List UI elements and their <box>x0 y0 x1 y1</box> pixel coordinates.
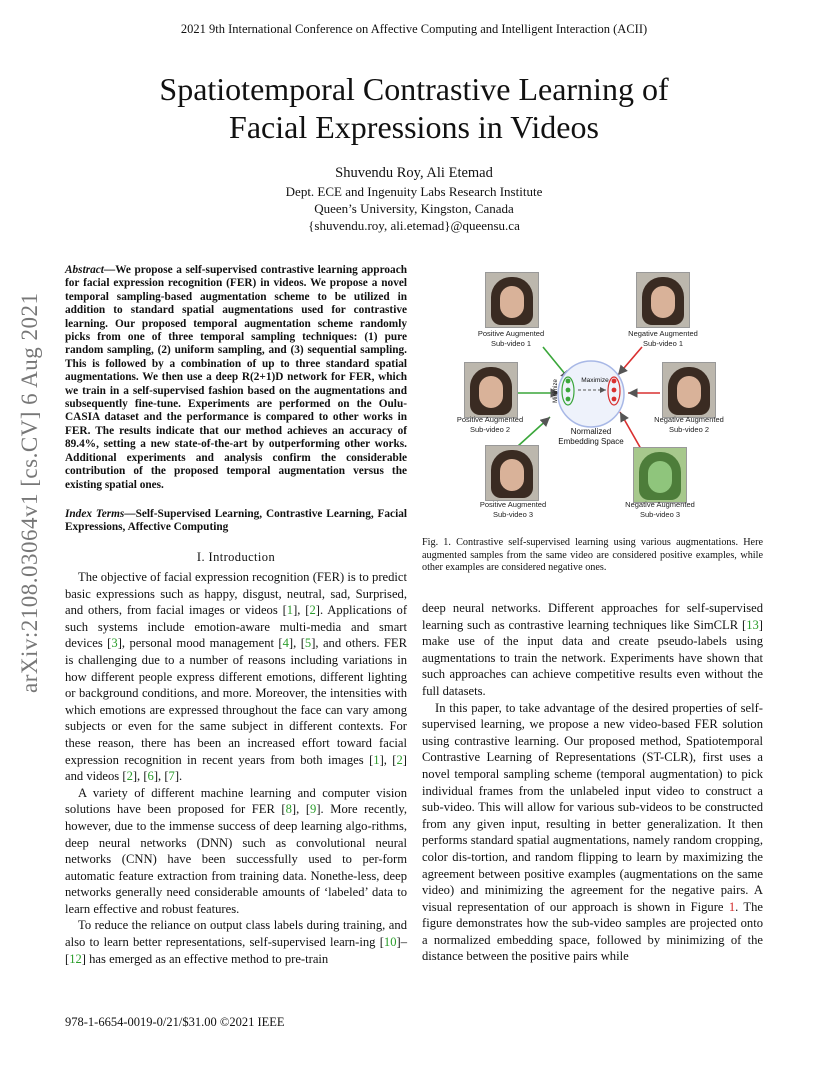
citation-link[interactable]: 10 <box>383 935 397 950</box>
citation-link[interactable]: 6 <box>147 769 154 784</box>
intro-paragraph-1: The objective of facial expression recognition (FER) is to predict basic expressions such as happy, disgust, neutral, sad, Surprised, and others, from facial images or videos [1], [2]. Applications of such systems include emotion-aware multi-media and smart devices [3], personal mood management [4], [5], and others. FER is challenging due to a number of reasons including variations in how different people express different emotions, different lighting or background conditions, and more. Moreover, the intensities with which emotions are expressed throughout the face can vary among subjects or even for the same subject in different contexts. For these reason, there has been an increased effort toward facial expression recognition in recent years from both images [1], [2] and videos [2], [6], [7]. <box>65 570 408 784</box>
citation-link[interactable]: 12 <box>69 951 82 966</box>
positive-subvideo-2-image <box>464 362 518 418</box>
right-column-body <box>422 600 763 965</box>
affiliation-dept: Dept. ECE and Ingenuity Labs Research Institute <box>285 184 543 199</box>
label-positive-2: Positive Augmented Sub-video 2 <box>456 415 524 434</box>
section-heading: I. Introduction <box>196 550 276 564</box>
citation-link[interactable]: 2 <box>396 752 403 767</box>
negative-subvideo-2-image <box>662 362 716 418</box>
positive-subvideo-3-image <box>485 445 539 501</box>
paper-title <box>0 70 828 146</box>
arxiv-stamp[interactable]: arXiv:2108.03064v1 [cs.CV] 6 Aug 2021 <box>17 292 42 693</box>
positive-subvideo-1-image <box>485 272 539 328</box>
abstract-text: —We propose a self-supervised contrastive learning approach for facial expression recognition (FER) in videos. We propose a novel temporal sampling-based augmentation scheme to be utilized in addition to standard spatial augmentations used for contrastive learning. Our proposed temporal augmentation scheme randomly picks from one of three temporal sampling techniques: (1) pure random sampling, (2) uniform sampling, and (3) sequential sampling. This is followed by a combination of up to three standard spatial augmentations. We then use a deep R(2+1)D network for FER, which we train in a self-supervised fashion based on the augmentations and subsequently fine-tune. Experiments are performed on the Oulu-CASIA dataset and the performance is compared to other works in FER. The results indicate that our method achieves an accuracy of 89.4%, setting a new state-of-the-art by outperforming other works. Additional experiments and analysis confirm the considerable contribution of the proposed temporal augmentation versus the existing spatial ones. <box>65 264 407 491</box>
embedding-circle <box>558 361 624 427</box>
copyright-footer: 978-1-6654-0019-0/21/$31.00 ©2021 IEEE <box>65 1015 285 1029</box>
author-emails[interactable]: {shuvendu.roy, ali.etemad}@queensu.ca <box>308 218 520 233</box>
conference-header: 2021 9th International Conference on Affective Computing and Intelligent Interaction (ACII) <box>180 22 648 36</box>
citation-link[interactable]: 1 <box>373 752 380 767</box>
citation-link[interactable]: 2 <box>126 769 133 784</box>
title-line-2: Facial Expressions in Videos <box>229 109 599 145</box>
citation-link[interactable]: 9 <box>310 802 317 817</box>
maximize-label: Maximize <box>581 377 609 384</box>
figure-reference-link[interactable]: 1 <box>728 899 736 914</box>
citation-link[interactable]: 3 <box>111 636 118 651</box>
negative-subvideo-3-image <box>633 447 687 503</box>
figure-caption: Fig. 1. Contrastive self-supervised learning using various augmentations. Here augmented samples from the same video are considered positive examples, while other examples are considered negative ones. <box>422 537 763 574</box>
embedding-space-label: Normalized Embedding Space <box>558 427 624 446</box>
citation-link[interactable]: 13 <box>746 617 759 632</box>
citation-link[interactable]: 5 <box>304 636 312 651</box>
right-paragraph-1: deep neural networks. Different approaches for self-supervised learning such as contrastive learning techniques like SimCLR [13] make use of the input data and create pseudo-labels using augmentations to train the network. Experiments have shown that such approaches can achieve competitive results even without the full datasets. <box>422 601 763 698</box>
introduction-body <box>65 569 407 967</box>
author-block <box>0 163 828 234</box>
abstract <box>65 264 407 492</box>
right-paragraph-2: In this paper, to take advantage of the desired properties of self-supervised learning, we propose a new video-based FER solution using contrastive learning. Our proposed method, Spatiotemporal Contrastive Learning of Representations (ST-CLR), first uses a novel temporal sampling scheme (temporal augmentation) to pick individual frames from the unlabeled input video to construct a sub-video. This will allow for various sub-videos to be constructed from any given input, resulting in better generalization. It then performs standard spatial augmentations, namely random cropping, color dis-tortion, and random flipping to learn by maximizing the agreement between positive examples (augmentations on the same video) and minimizing the agreement for the negative pairs. A visual representation of our approach is shown in Figure 1. The figure demonstrates how the sub-video samples are projected onto a normalized embedding space, followed by minimizing of the distance between the positive pairs while <box>422 700 763 964</box>
arrow-neg-1 <box>618 347 642 375</box>
intro-paragraph-3: To reduce the reliance on output class labels during training, and also to learn better representations, self-supervised learn-ing [10]–[12] has emerged as an effective method to pre-train <box>65 918 407 966</box>
intro-paragraph-2: A variety of different machine learning and computer vision solutions have been proposed for FER [8], [9]. More recently, however, due to the immense success of deep learning algo-rithms, deep neural networks (DNN) such as convolutional neural networks (CNN) have been successfully used to per-form automatic feature extraction from training data. Nonethe-less, deep networks generally need considerable amounts of ‘labeled’ data to learn effective and robust features. <box>65 785 407 916</box>
index-terms <box>65 508 407 535</box>
index-terms-text: —Self-Supervised Learning, Contrastive Learning, Facial Expressions, Affective Computing <box>65 508 407 534</box>
affiliation-university: Queen’s University, Kingston, Canada <box>314 201 514 216</box>
index-terms-label: Index Terms <box>65 508 125 520</box>
minimize-label: Minimize <box>553 379 559 403</box>
citation-link[interactable]: 2 <box>309 603 316 618</box>
citation-link[interactable]: 7 <box>168 769 175 784</box>
title-line-1: Spatiotemporal Contrastive Learning of <box>159 71 669 107</box>
figure-1 <box>450 262 750 524</box>
label-negative-2: Negative Augmented Sub-video 2 <box>654 415 724 434</box>
abstract-label: Abstract <box>65 264 104 276</box>
label-negative-1: Negative Augmented Sub-video 1 <box>628 329 698 348</box>
citation-link[interactable]: 4 <box>282 636 289 651</box>
negative-subvideo-1-image <box>636 272 690 328</box>
label-negative-3: Negative Augmented Sub-video 3 <box>625 500 695 519</box>
citation-link[interactable]: 1 <box>286 603 294 618</box>
citation-link[interactable]: 8 <box>285 802 292 817</box>
authors: Shuvendu Roy, Ali Etemad <box>335 165 493 181</box>
label-positive-3: Positive Augmented Sub-video 3 <box>479 500 547 519</box>
label-positive-1: Positive Augmented Sub-video 1 <box>477 329 545 348</box>
